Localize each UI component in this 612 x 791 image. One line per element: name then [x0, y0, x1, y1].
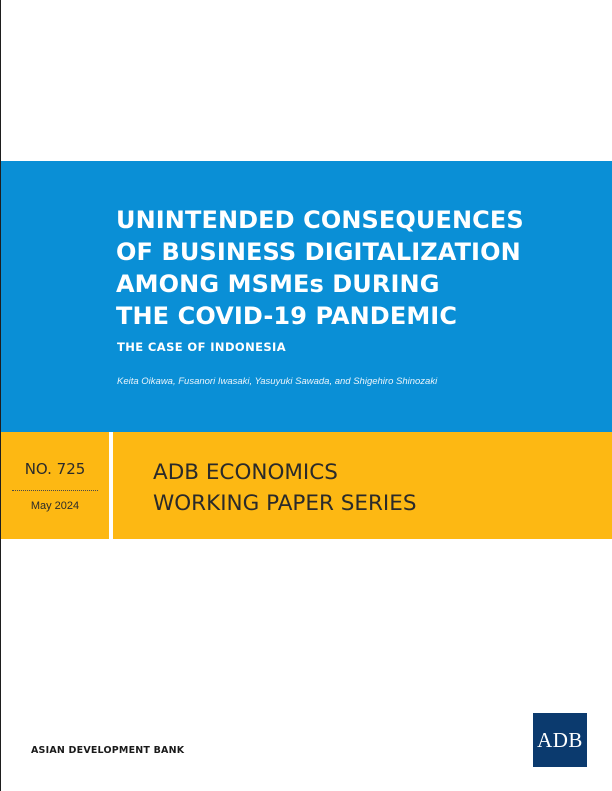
issue-number: NO. 725 — [24, 460, 86, 478]
author-list: Keita Oikawa, Fusanori Iwasaki, Yasuyuki Sawada, and Shigehiro Shinozaki — [117, 376, 438, 387]
title-line: OF BUSINESS DIGITALIZATION — [116, 238, 521, 266]
report-subtitle: THE CASE OF INDONESIA — [117, 340, 287, 354]
series-title-line: WORKING PAPER SERIES — [153, 491, 417, 516]
series-title-line: ADB ECONOMICS — [153, 460, 338, 485]
issue-divider — [12, 490, 98, 491]
adb-logo: ADB — [533, 713, 587, 767]
series-title — [153, 457, 417, 519]
title-line: AMONG MSMEs DURING — [116, 270, 440, 298]
title-line: UNINTENDED CONSEQUENCES — [116, 206, 524, 234]
publisher-name: ASIAN DEVELOPMENT BANK — [31, 745, 185, 756]
report-title — [116, 204, 596, 332]
issue-date: May 2024 — [30, 500, 80, 512]
band-divider — [109, 432, 113, 539]
title-line: THE COVID-19 PANDEMIC — [116, 302, 458, 330]
